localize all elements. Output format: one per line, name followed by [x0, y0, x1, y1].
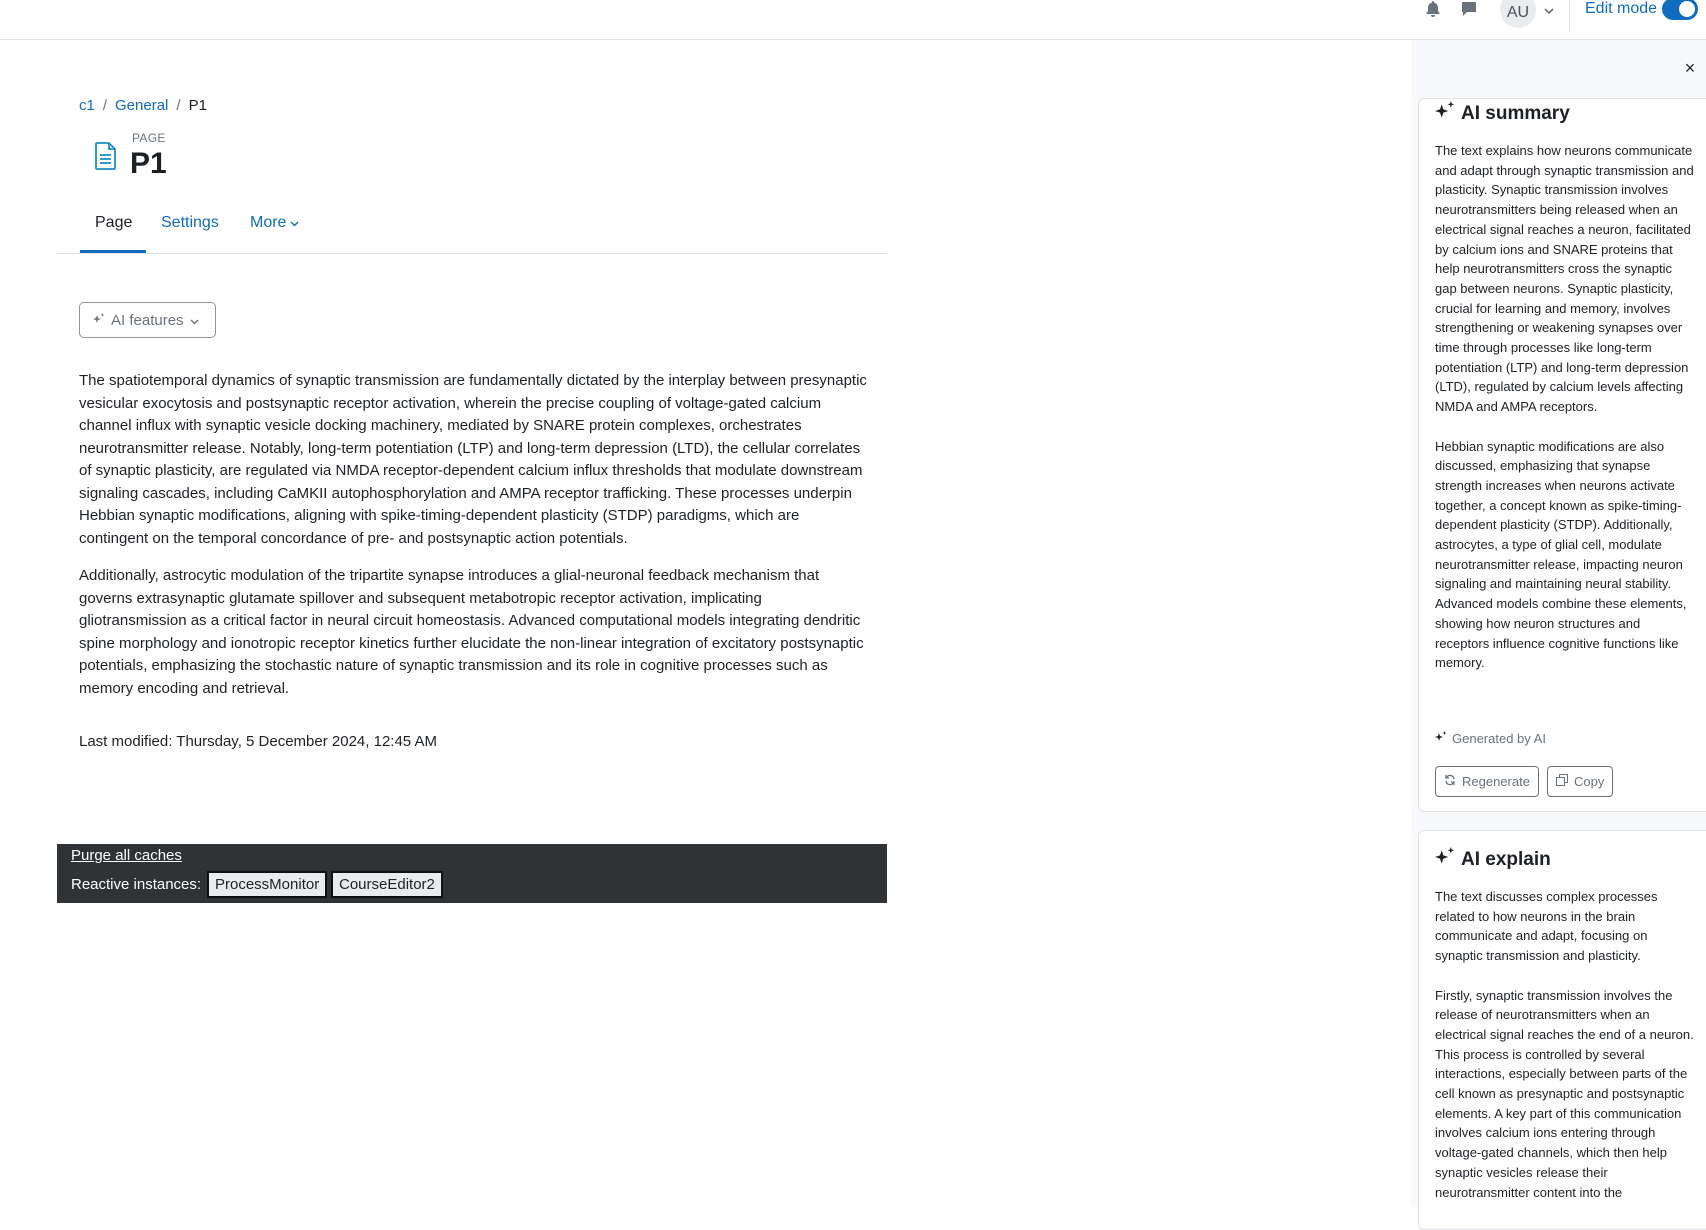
sparkle-icon	[1435, 731, 1447, 746]
top-navbar	[0, 0, 1706, 40]
content-paragraph: Additionally, astrocytic modulation of the tripartite synapse introduces a glial-neuronal feedback mechanism that governs extrasynaptic glutamate spillover and subsequent metabotropic receptor activation, implicating gliotransmission as a critical factor in neural circuit homeostasis. Advanced computational models integrating dendritic spine morphology and ionotropic receptor kinetics further elucidate the non-linear integration of excitatory postsynaptic potentials, emphasizing the stochastic nature of synaptic transmission and its role in cognitive processes such as memory encoding and retrieval.	[79, 567, 864, 697]
tab-settings[interactable]: Settings	[161, 214, 219, 231]
breadcrumb-item-c1[interactable]: c1	[79, 97, 95, 114]
breadcrumb-separator: /	[176, 97, 181, 114]
breadcrumb-separator: /	[102, 97, 108, 114]
ai-explain-text	[1435, 887, 1697, 1222]
bell-icon[interactable]	[1424, 0, 1442, 18]
regenerate-label: Regenerate	[1462, 774, 1530, 789]
reactive-instances-label: Reactive instances:	[71, 876, 202, 893]
tab-page[interactable]: Page	[95, 214, 133, 231]
page-content	[79, 370, 869, 715]
ai-features-label: AI features	[111, 311, 184, 329]
regenerate-button[interactable]	[1435, 766, 1539, 797]
page-document-icon	[94, 142, 118, 170]
purge-caches-link[interactable]: Purge all caches	[71, 847, 182, 864]
ai-summary-heading: AI summary	[1461, 103, 1570, 124]
last-modified: Last modified: Thursday, 5 December 2024, 12:45 AM	[79, 733, 437, 750]
debug-footer	[57, 844, 887, 903]
copy-icon	[1556, 774, 1568, 789]
chevron-down-icon	[190, 312, 199, 329]
ai-explain-card	[1418, 830, 1706, 1230]
ai-summary-card	[1418, 98, 1706, 812]
edit-mode-label: Edit mode	[1585, 0, 1658, 17]
sparkle-icon	[1435, 101, 1455, 127]
breadcrumb-item-general[interactable]: General	[115, 97, 169, 114]
ai-explain-title	[1435, 847, 1551, 873]
generated-by-ai-label: Generated by AI	[1452, 731, 1546, 746]
tab-more[interactable]	[250, 214, 299, 232]
breadcrumb-item-current: P1	[188, 97, 207, 114]
secondary-navigation	[57, 206, 887, 254]
edit-mode-toggle[interactable]	[1662, 0, 1698, 20]
ai-summary-paragraph: Hebbian synaptic modifications are also discussed, emphasizing that synapse strength increases when neurons activate together, a concept known as spike-timing-dependent plasticity (STDP). Additionally, astrocytes, a type of glial cell, modulate neurotransmitter release, impacting neuron signaling and maintaining neural stability. Advanced models combine these elements, showing how neuron structures and receptors influence cognitive functions like memory.	[1435, 438, 1687, 671]
active-tab-indicator	[80, 250, 146, 253]
page-type-label: PAGE	[132, 131, 166, 145]
process-monitor-button[interactable]: ProcessMonitor	[207, 871, 327, 898]
navbar-divider	[1569, 0, 1570, 32]
sparkle-icon	[93, 312, 105, 329]
refresh-icon	[1444, 774, 1456, 789]
ai-summary-title	[1435, 101, 1570, 127]
chevron-down-icon[interactable]	[1540, 2, 1558, 20]
ai-features-button[interactable]	[79, 302, 216, 338]
chevron-down-icon	[290, 214, 299, 232]
sparkle-icon	[1435, 847, 1455, 873]
content-paragraph: The spatiotemporal dynamics of synaptic transmission are fundamentally dictated by the interplay between presynaptic vesicular exocytosis and postsynaptic receptor activation, wherein the precise coupling of voltage-gated calcium channel influx with synaptic vesicle docking machinery, mediated by SNARE protein complexes, orchestrates neurotransmitter release. Notably, long-term potentiation (LTP) and long-term depression (LTD), the cellular correlates of synaptic plasticity, are regulated via NMDA receptor-dependent calcium influx thresholds that modulate downstream signaling cascades, including CaMKII autophosphorylation and AMPA receptor trafficking. These processes underpin Hebbian synaptic modifications, aligning with spike-timing-dependent plasticity (STDP) paradigms, which are contingent on the temporal concordance of pre- and postsynaptic action potentials.	[79, 372, 867, 547]
breadcrumb	[79, 97, 207, 114]
copy-button[interactable]	[1547, 766, 1613, 797]
tab-more-label: More	[250, 214, 287, 231]
ai-explain-paragraph: Firstly, synaptic transmission involves the release of neurotransmitters when an electrical signal reaches the end of a neuron. This process is controlled by several interactions, especially between parts of the cell known as presynaptic and postsynaptic elements. A key part of this communication involves calcium ions entering through voltage-gated channels, which then help synaptic vesicles release their neurotransmitter content into the	[1435, 987, 1694, 1200]
ai-summary-text	[1435, 141, 1697, 693]
page-title: P1	[130, 147, 167, 180]
generated-by-ai	[1435, 731, 1546, 746]
ai-summary-paragraph: The text explains how neurons communicate and adapt through synaptic transmission and plasticity. Synaptic transmission involves neurotransmitters being released when an electrical signal reaches a neuron, facilitated by calcium ions and SNARE proteins that help neurotransmitters cross the synaptic gap between neurons. Synaptic plasticity, crucial for learning and memory, involves strengthening or weakening synapses over time through processes like long-term potentiation (LTP) and long-term depression (LTD), regulated by calcium levels affecting NMDA and AMPA receptors.	[1435, 143, 1694, 415]
course-editor-button[interactable]: CourseEditor2	[331, 871, 443, 898]
close-icon[interactable]: ×	[1684, 57, 1696, 78]
copy-label: Copy	[1574, 774, 1605, 789]
ai-explain-paragraph: The text discusses complex processes related to how neurons in the brain communicate and adapt, focusing on synaptic transmission and plasticity.	[1435, 889, 1658, 964]
avatar[interactable]: AU	[1500, 0, 1536, 28]
chat-icon[interactable]	[1460, 0, 1478, 18]
ai-explain-heading: AI explain	[1461, 849, 1551, 870]
